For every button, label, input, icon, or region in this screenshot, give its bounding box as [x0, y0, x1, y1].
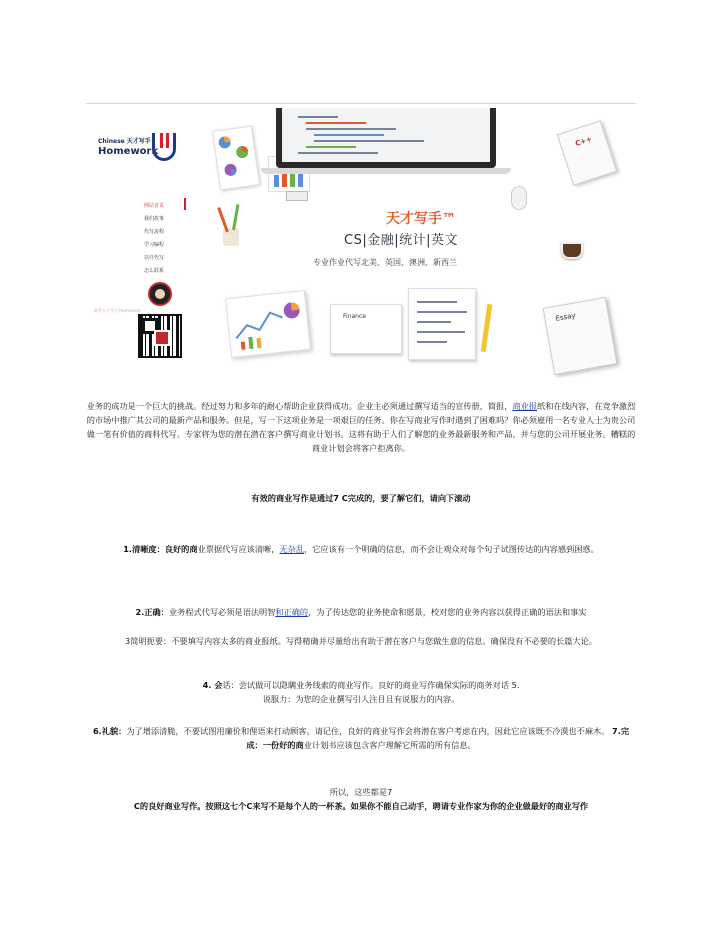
logo-tagline: Chinese 天才写手: [98, 138, 151, 145]
pencil-icon: [232, 204, 239, 230]
nav-item-coding[interactable]: 学习编程: [144, 242, 165, 248]
item4-line2: 说服力：为您的企业撰写引人注目且有说服力的内容。: [262, 694, 460, 704]
sidebar-caption: 联系天才写手 Homework: [94, 308, 141, 313]
brand-tagline: 专业作业代写北美、英国、澳洲、新西兰: [313, 258, 457, 267]
logo-wordmark: Homework: [98, 146, 159, 157]
report-chart-icon: [226, 291, 310, 357]
pie-charts-card: [212, 126, 260, 191]
section-heading: 有效的商业写作是通过7 C完成的，要了解它们，请向下滚动: [251, 493, 471, 503]
essay-label: Essay: [554, 311, 577, 323]
top-divider: [86, 103, 636, 104]
item6-text: 为了增添清脆，不要试图用廉价和俚语来打动顾客。请记住，良好的商业写作会将潜在客户考虑在内，因此它应该既不冷漠也不麻木。: [126, 726, 610, 736]
usb-drive-icon: [286, 191, 308, 201]
brand-title: 天才写手™: [386, 211, 456, 227]
nav-item-home[interactable]: 网站首页: [144, 203, 165, 209]
intro-paragraph: [86, 399, 636, 455]
correct-link[interactable]: 和正确的: [275, 607, 309, 617]
item1-rest: ，它应该有一个明确的信息，而不会让观众对每个句子试图传达的内容感到困惑。: [304, 544, 599, 554]
math-line: [417, 341, 447, 343]
code-line: [306, 146, 356, 148]
nav-item-story[interactable]: 我们故事: [144, 216, 165, 222]
closing-line2: C的良好商业写作。按照这七个C来写不是每个人的一杯茶。如果你不能自己动手，聘请专业作家为你的企业做最好的商业写作: [133, 801, 589, 811]
banner-nav: [144, 200, 164, 278]
item1-text: 业票据代写应该清晰，: [197, 544, 280, 554]
report-illustration: [225, 290, 311, 358]
nav-item-past[interactable]: 以往代写: [144, 255, 165, 261]
coffee-cup-icon: [561, 242, 583, 259]
code-line: [306, 122, 366, 124]
item2-label: 2.正确：: [135, 607, 169, 617]
intro-text: 业务的成功是一个巨大的挑战。经过努力和多年的耐心帮助企业获得成功。企业主必须通过撰写适当的宣传册，简报，: [86, 401, 513, 411]
item2-text: 业务程式代写必须是语法明智: [168, 607, 276, 617]
banner-sidebar: [86, 108, 186, 378]
math-line: [417, 331, 465, 333]
closing-line1: 所以，这些都是7: [329, 787, 393, 797]
item2-rest: ，为了传达您的业务使命和愿景，校对您的业务内容以获得正确的语法和事实: [308, 607, 587, 617]
item6-label: 6.礼貌：: [92, 726, 127, 736]
intro-text-rest: 纸和在线内容，在竞争激烈的市场中推广其公司的最新产品和服务。但是，写一下这项业务是一项艰巨的任务。你在写商业写作时遇到了困难吗？你必须雇用一名专业人士为贵公司做一笔有价值的商科代写。专家将为您的潜在潜在客户撰写商业计划书。这将有助于人们了解您的业务最新服务和产品，并与您的公司开展业务。糟糕的商业计划会将客户拒离你。: [86, 401, 636, 453]
math-line: [417, 301, 457, 303]
item1-bold: 良好的商: [164, 544, 198, 554]
no-clutter-link[interactable]: 无杂乱: [279, 544, 305, 554]
nav-item-process[interactable]: 代写流程: [144, 229, 165, 235]
finance-paper: [330, 304, 402, 354]
mouse-icon: [511, 186, 527, 210]
code-line: [306, 128, 396, 130]
mascot-avatar: [148, 282, 172, 306]
math-line: [417, 311, 467, 313]
item-concise: 3简明扼要：不要填写内容太多的商业报纸。写得精确并尽量给出有助于潜在客户与您做生意的信息。确保没有不必要的长篇大论。: [125, 636, 597, 646]
item-conversation: [86, 678, 636, 706]
item1-label: 1.清晰度：: [123, 544, 165, 554]
code-line: [314, 140, 424, 142]
item-clarity: [86, 542, 636, 556]
item4-text: 话：尝试做可以隐瞒业务线索的商业写作。良好的商业写作确保实际的商务对话 5.: [222, 680, 520, 690]
math-line: [417, 321, 451, 323]
pie-charts-icon: [213, 127, 259, 190]
essay-paper: [543, 297, 618, 375]
item7-text: 业计划书应该包含客户理解它所需的所有信息。: [303, 740, 476, 750]
hero-banner: [86, 108, 636, 378]
business-paper-link[interactable]: 商业报: [512, 401, 538, 411]
math-paper: [408, 288, 476, 360]
laptop-screen: [282, 108, 490, 162]
item4-label: 4. 会: [202, 680, 223, 690]
site-logo[interactable]: [98, 136, 158, 157]
code-line: [298, 152, 378, 154]
logo-u-icon: [152, 133, 176, 161]
code-line: [314, 134, 384, 136]
qr-code-icon: [138, 314, 182, 358]
code-line: [298, 116, 338, 118]
item-correct: [86, 605, 636, 619]
nav-active-indicator: [184, 198, 186, 210]
item7-label: 7.完成：: [246, 726, 630, 750]
nav-item-contact[interactable]: 怎么联系: [144, 268, 165, 274]
item-courtesy: [86, 724, 636, 752]
yellow-pencil-icon: [481, 304, 493, 352]
cpp-book: [557, 120, 617, 186]
cpp-label: C++: [574, 135, 593, 148]
item7-bold: 一份好的商: [262, 740, 304, 750]
laptop-base: [261, 168, 511, 174]
brand-subjects: CS|金融|统计|英文: [344, 233, 458, 248]
closing-paragraph: [86, 785, 636, 813]
finance-label: Finance: [343, 313, 366, 320]
laptop-illustration: [276, 108, 496, 168]
